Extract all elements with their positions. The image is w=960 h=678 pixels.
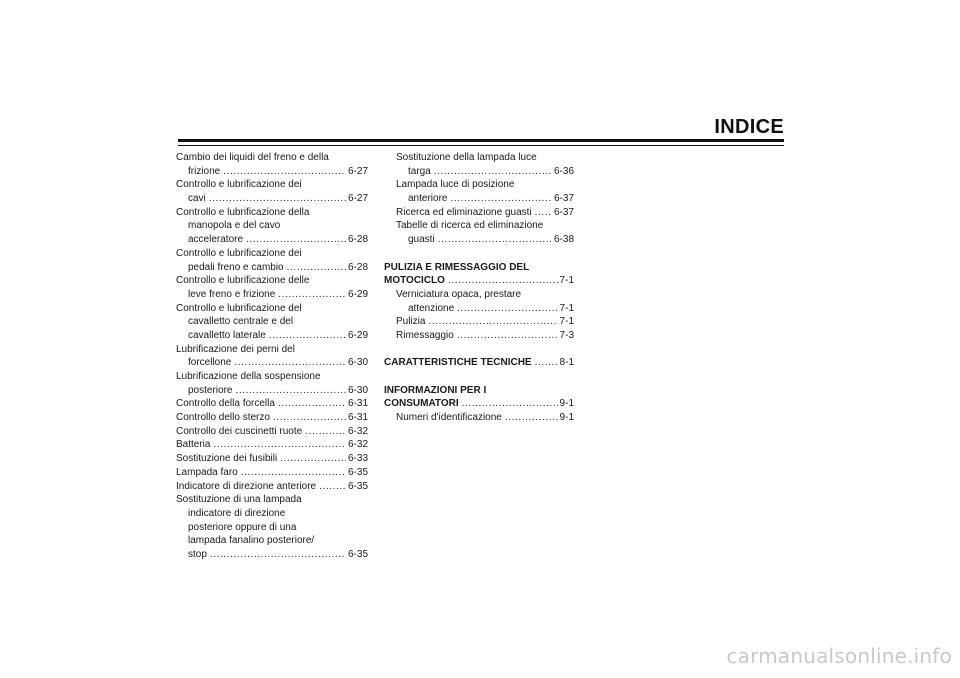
toc-entry-title: CARATTERISTICHE TECNICHE (384, 357, 532, 369)
toc-dot-leader (535, 356, 558, 370)
toc-entry[interactable] (176, 425, 368, 439)
toc-entry-continuation (384, 151, 574, 165)
toc-entry-title: Controllo e lubrificazione del (176, 302, 302, 314)
toc-entry[interactable] (384, 411, 574, 425)
toc-page-number: 6-31 (347, 412, 368, 424)
toc-entry[interactable] (176, 329, 368, 343)
toc-dot-leader (319, 480, 346, 494)
toc-page-number: 6-30 (347, 384, 368, 396)
toc-dot-leader (280, 452, 346, 466)
toc-entry-continuation (176, 343, 368, 357)
toc-entry[interactable] (176, 384, 368, 398)
toc-page-number: 6-35 (347, 480, 368, 492)
toc-dot-leader (234, 356, 346, 370)
toc-entry-title: forcellone (188, 357, 232, 369)
toc-page-number: 7-1 (559, 316, 574, 328)
toc-page-number: 6-28 (347, 234, 368, 246)
toc-dot-leader (210, 548, 346, 562)
toc-entry-title: Lampada faro (176, 466, 238, 478)
toc-dot-leader (457, 302, 557, 316)
toc-entry-continuation (176, 521, 368, 535)
toc-entry-title: PULIZIA E RIMESSAGGIO DEL (384, 261, 530, 273)
toc-entry-continuation (384, 219, 574, 233)
toc-page-number: 6-27 (347, 165, 368, 177)
toc-entry-title: Ricerca ed eliminazione guasti (396, 206, 532, 218)
toc-entry-title: Sostituzione dei fusibili (176, 453, 278, 465)
toc-dot-leader (246, 233, 346, 247)
toc-entry-continuation (176, 219, 368, 233)
toc-entry[interactable] (176, 466, 368, 480)
toc-entry-title: INFORMAZIONI PER I (384, 384, 487, 396)
toc-entry[interactable] (384, 192, 574, 206)
toc-entry-title: stop (188, 548, 207, 560)
toc-entry-title: Rimessaggio (396, 329, 454, 341)
toc-dot-leader (209, 192, 346, 206)
toc-dot-leader (457, 329, 558, 343)
toc-entry-title: Pulizia (396, 316, 426, 328)
toc-entry[interactable] (176, 261, 368, 275)
toc-page-number: 9-1 (559, 412, 574, 424)
toc-entry[interactable] (384, 356, 574, 370)
toc-entry-title: Lubrificazione della sospensione (176, 371, 321, 382)
toc-entry-title: posteriore oppure di una (188, 521, 297, 533)
toc-page-number: 6-32 (347, 439, 368, 451)
toc-page-number: 6-36 (553, 165, 574, 177)
toc-entry-continuation (176, 534, 368, 548)
toc-dot-leader (287, 261, 346, 275)
toc-entry-title: Indicatore di direzione anteriore (176, 480, 317, 492)
toc-entry-continuation (384, 384, 574, 398)
toc-entry[interactable] (384, 274, 574, 288)
toc-entry-continuation (176, 178, 368, 192)
toc-dot-leader (278, 397, 346, 411)
toc-entry-continuation (176, 151, 368, 165)
toc-entry[interactable] (176, 438, 368, 452)
toc-entry-continuation (384, 261, 574, 275)
toc-entry-title: posteriore (188, 384, 233, 396)
toc-entry-title: CONSUMATORI (384, 398, 459, 410)
toc-entry-title: Controllo dei cuscinetti ruote (176, 425, 303, 437)
toc-page-number: 6-28 (347, 261, 368, 273)
toc-entry-title: targa (408, 165, 431, 177)
toc-page-number: 6-32 (347, 425, 368, 437)
toc-page-number: 6-30 (347, 357, 368, 369)
toc-entry-continuation (176, 247, 368, 261)
toc-entry-title: Sostituzione della lampada luce (396, 152, 537, 163)
toc-dot-leader (434, 165, 552, 179)
toc-dot-leader (241, 466, 346, 480)
toc-dot-leader (269, 329, 346, 343)
toc-page-number: 9-1 (559, 398, 574, 410)
toc-dot-leader (213, 438, 346, 452)
toc-dot-leader (438, 233, 552, 247)
toc-entry-title: Numeri d'identificazione (396, 412, 502, 424)
toc-page-number: 6-37 (553, 206, 574, 218)
toc-left-column (176, 151, 368, 562)
toc-entry[interactable] (176, 288, 368, 302)
toc-page-number: 7-1 (559, 275, 574, 287)
toc-entry-continuation (176, 507, 368, 521)
toc-entry-title: pedali freno e cambio (188, 261, 284, 273)
toc-entry-title: MOTOCICLO (384, 275, 445, 287)
toc-entry-title: Controllo e lubrificazione delle (176, 275, 310, 287)
toc-entry[interactable] (176, 165, 368, 179)
toc-right-column (384, 151, 574, 425)
toc-entry[interactable] (176, 452, 368, 466)
toc-entry-title: guasti (408, 234, 435, 246)
toc-entry-continuation (384, 288, 574, 302)
toc-entry-continuation (176, 206, 368, 220)
toc-page-number: 7-3 (559, 329, 574, 341)
toc-entry-title: Lampada luce di posizione (396, 179, 515, 191)
toc-entry-title: cavalletto laterale (188, 329, 266, 341)
toc-entry-title: indicatore di direzione (188, 507, 286, 519)
toc-entry-continuation (176, 274, 368, 288)
header-rule-thin (178, 145, 784, 146)
toc-entry[interactable] (384, 233, 574, 247)
toc-page-number: 6-35 (347, 548, 368, 560)
toc-entry[interactable] (176, 192, 368, 206)
toc-dot-leader (428, 315, 557, 329)
toc-entry-title: Controllo e lubrificazione della (176, 206, 310, 218)
toc-entry-continuation (176, 370, 368, 384)
toc-entry[interactable] (384, 302, 574, 316)
toc-page-number: 7-1 (559, 302, 574, 314)
toc-entry-continuation (384, 178, 574, 192)
toc-entry-title: Controllo e lubrificazione dei (176, 179, 302, 191)
toc-dot-leader (278, 288, 346, 302)
toc-spacer (384, 343, 574, 357)
toc-dot-leader (505, 411, 558, 425)
header-rule-thick (178, 139, 784, 142)
toc-entry[interactable] (384, 206, 574, 220)
toc-entry-title: acceleratore (188, 234, 244, 246)
toc-entry[interactable] (176, 480, 368, 494)
toc-dot-leader (305, 425, 346, 439)
toc-page-number: 6-29 (347, 329, 368, 341)
toc-dot-leader (535, 206, 552, 220)
toc-page-number: 6-31 (347, 398, 368, 410)
toc-entry-title: cavalletto centrale e del (188, 316, 294, 328)
toc-page-number: 8-1 (559, 357, 574, 369)
toc-entry-title: manopola e del cavo (188, 220, 281, 232)
toc-entry[interactable] (384, 165, 574, 179)
toc-entry[interactable] (384, 397, 574, 411)
toc-page-number: 6-33 (347, 453, 368, 465)
toc-page-number: 6-29 (347, 288, 368, 300)
toc-entry-title: Lubrificazione dei perni del (176, 343, 295, 355)
toc-page-number: 6-37 (553, 193, 574, 205)
toc-entry-title: Controllo dello sterzo (176, 412, 270, 424)
toc-entry-title: Sostituzione di una lampada (176, 494, 302, 506)
toc-entry-title: leve freno e frizione (188, 288, 276, 300)
toc-page-number: 6-35 (347, 466, 368, 478)
toc-entry[interactable] (176, 233, 368, 247)
toc-dot-leader (273, 411, 346, 425)
toc-entry-continuation (176, 493, 368, 507)
toc-dot-leader (462, 397, 558, 411)
toc-entry[interactable] (176, 411, 368, 425)
toc-dot-leader (450, 192, 552, 206)
toc-page-number: 6-27 (347, 193, 368, 205)
toc-entry-continuation (176, 315, 368, 329)
toc-dot-leader (235, 384, 346, 398)
toc-entry-continuation (176, 302, 368, 316)
toc-entry-title: cavi (188, 193, 206, 205)
toc-entry-title: anteriore (408, 193, 448, 205)
toc-entry-title: Batteria (176, 439, 211, 451)
toc-entry-title: Verniciatura opaca, prestare (396, 288, 522, 300)
toc-entry-title: Tabelle di ricerca ed eliminazione (396, 220, 544, 232)
toc-entry[interactable] (176, 397, 368, 411)
toc-spacer (384, 370, 574, 384)
toc-dot-leader (448, 274, 558, 288)
toc-page-number: 6-38 (553, 234, 574, 246)
toc-entry-title: attenzione (408, 302, 455, 314)
toc-entry[interactable] (176, 548, 368, 562)
toc-entry-title: Controllo e lubrificazione dei (176, 247, 302, 259)
page-title: INDICE (714, 116, 784, 138)
toc-spacer (384, 247, 574, 261)
toc-entry[interactable] (384, 329, 574, 343)
toc-entry-title: frizione (188, 165, 221, 177)
toc-dot-leader (223, 165, 346, 179)
toc-entry-title: Controllo della forcella (176, 398, 275, 410)
toc-entry[interactable] (176, 356, 368, 370)
watermark: carmanualsonline.info (726, 644, 952, 668)
toc-entry[interactable] (384, 315, 574, 329)
toc-entry-title: lampada fanalino posteriore/ (188, 535, 315, 547)
toc-entry-title: Cambio dei liquidi del freno e della (176, 152, 329, 163)
